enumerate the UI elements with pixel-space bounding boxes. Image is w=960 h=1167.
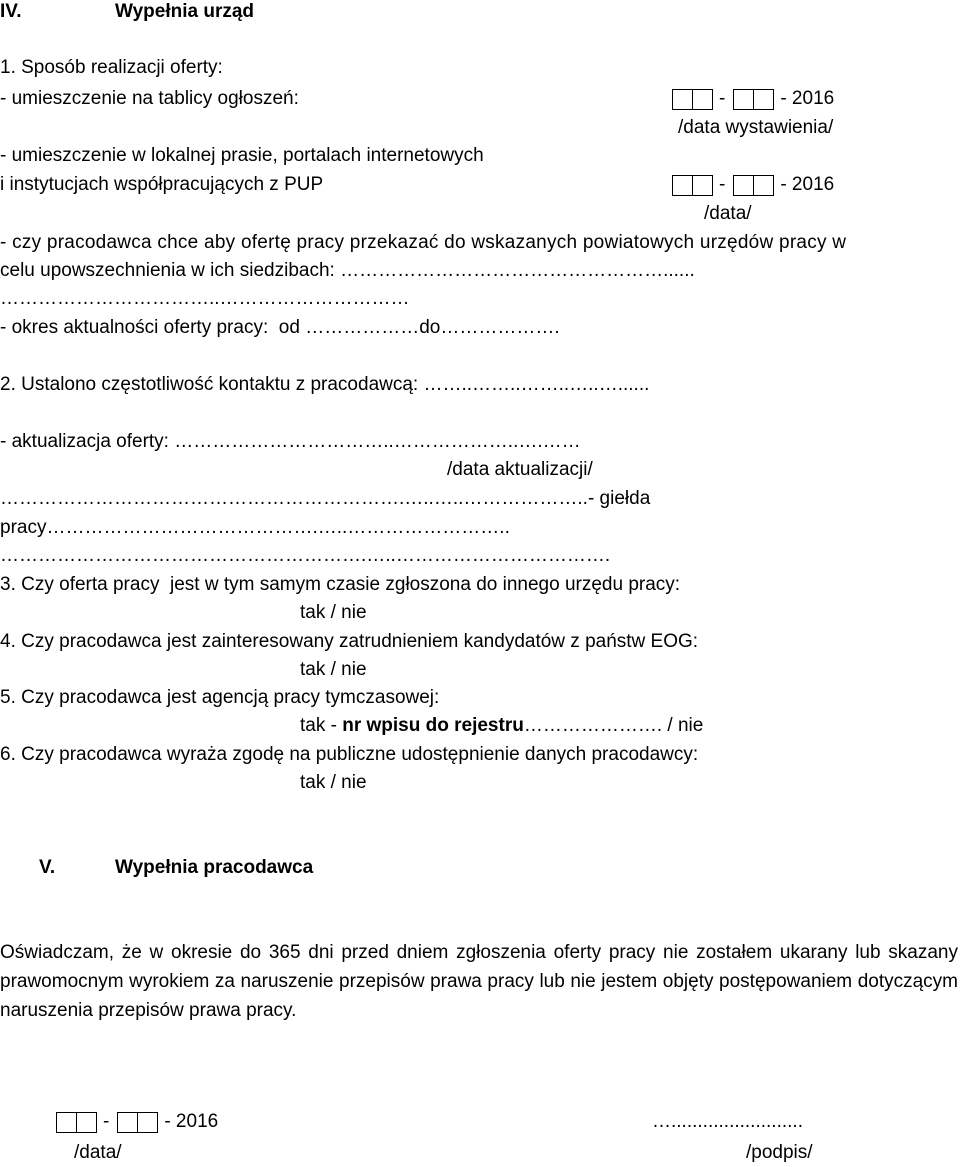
- prasa-line-2: i instytucjach współpracujących z PUP: [0, 174, 324, 195]
- section-4-title: Wypełnia urząd: [115, 1, 255, 22]
- date-caption: /data/: [74, 1142, 122, 1163]
- date-wystawienia-caption: /data wystawienia/: [678, 117, 834, 138]
- month-digit-box[interactable]: [117, 1112, 138, 1133]
- item-3-answer[interactable]: tak / nie: [300, 602, 367, 623]
- aktualizacja-oferty[interactable]: - aktualizacja oferty: ……………………………..………………..….……: [0, 431, 581, 452]
- item-4-question: 4. Czy pracodawca jest zainteresowany zatrudnieniem kandydatów z państw EOG:: [0, 631, 699, 652]
- date-caption: /data/: [704, 203, 752, 224]
- nr-wpisu-label: nr wpisu do rejestru: [342, 715, 524, 736]
- section-4-number: IV.: [0, 1, 22, 22]
- day-digit-box[interactable]: [692, 175, 713, 196]
- prasa-line-1: - umieszczenie w lokalnej prasie, portalach internetowych: [0, 145, 484, 166]
- month-digit-box[interactable]: [733, 175, 754, 196]
- gielda-line-1[interactable]: ……………………………………………………….…..…..………………..- giełda: [0, 488, 651, 509]
- signature-line[interactable]: ….........................: [652, 1111, 803, 1132]
- day-digit-box[interactable]: [56, 1112, 77, 1133]
- item-1-heading: 1. Sposób realizacji oferty:: [0, 57, 223, 78]
- data-aktualizacji-caption: /data aktualizacji/: [447, 459, 593, 480]
- day-digit-box[interactable]: [672, 175, 693, 196]
- gielda-line-2[interactable]: pracy…………………………………….…..……………………..: [0, 517, 510, 538]
- item-5-answer-prefix: tak -: [300, 715, 343, 736]
- date-year: - 2016: [780, 174, 835, 195]
- month-digit-box[interactable]: [137, 1112, 158, 1133]
- day-digit-box[interactable]: [76, 1112, 97, 1133]
- day-digit-box[interactable]: [672, 89, 693, 110]
- month-digit-box[interactable]: [753, 89, 774, 110]
- date-year: - 2016: [164, 1111, 219, 1132]
- signature-caption: /podpis/: [746, 1142, 813, 1163]
- day-digit-box[interactable]: [692, 89, 713, 110]
- date-separator: -: [103, 1111, 110, 1132]
- item-6-answer[interactable]: tak / nie: [300, 772, 367, 793]
- date-field-tablica[interactable]: [672, 87, 834, 111]
- item-5-answer-suffix: …………………. / nie: [523, 715, 704, 736]
- date-field-prasa[interactable]: [672, 173, 834, 197]
- item-6-question: 6. Czy pracodawca wyraża zgodę na publiczne udostępnienie danych pracodawcy:: [0, 744, 699, 765]
- month-digit-box[interactable]: [733, 89, 754, 110]
- section-5-number: V.: [39, 857, 56, 878]
- item-2-kontakt[interactable]: 2. Ustalono częstotliwość kontaktu z pracodawcą: ……..……..……..…..…......: [0, 374, 650, 395]
- okres-aktualnosci[interactable]: - okres aktualności oferty pracy: od ………………do……………….: [0, 317, 560, 338]
- powiat-line-2[interactable]: celu upowszechnienia w ich siedzibach: ……………………………………………......: [0, 260, 695, 281]
- date-separator: -: [719, 174, 726, 195]
- date-year: - 2016: [780, 88, 835, 109]
- tablica-label: - umieszczenie na tablicy ogłoszeń:: [0, 88, 299, 109]
- date-field-signature[interactable]: [56, 1110, 218, 1134]
- section-5-title: Wypełnia pracodawca: [115, 857, 314, 878]
- powiat-line-1: - czy pracodawca chce aby ofertę pracy przekazać do wskazanych powiatowych urzędów pracy w: [0, 232, 847, 253]
- oswiadczenie-statement: Oświadczam, że w okresie do 365 dni przed dniem zgłoszenia oferty pracy nie zostałem ukarany lub skazany prawomocnym wyrokiem za naruszenie przepisów prawa pracy lub nie jestem objęty postępowaniem dotyczącym naruszenia przepisów prawa pracy.: [0, 942, 958, 1021]
- date-separator: -: [719, 88, 726, 109]
- item-5-question: 5. Czy pracodawca jest agencją pracy tymczasowej:: [0, 687, 440, 708]
- powiat-line-3[interactable]: ……………………………..…………………………: [0, 288, 410, 309]
- item-4-answer[interactable]: tak / nie: [300, 659, 367, 680]
- gielda-line-3[interactable]: ………………………………………………….…..…………………………….: [0, 545, 611, 566]
- item-3-question: 3. Czy oferta pracy jest w tym samym czasie zgłoszona do innego urzędu pracy:: [0, 574, 681, 595]
- item-5-answer[interactable]: [300, 714, 703, 738]
- month-digit-box[interactable]: [753, 175, 774, 196]
